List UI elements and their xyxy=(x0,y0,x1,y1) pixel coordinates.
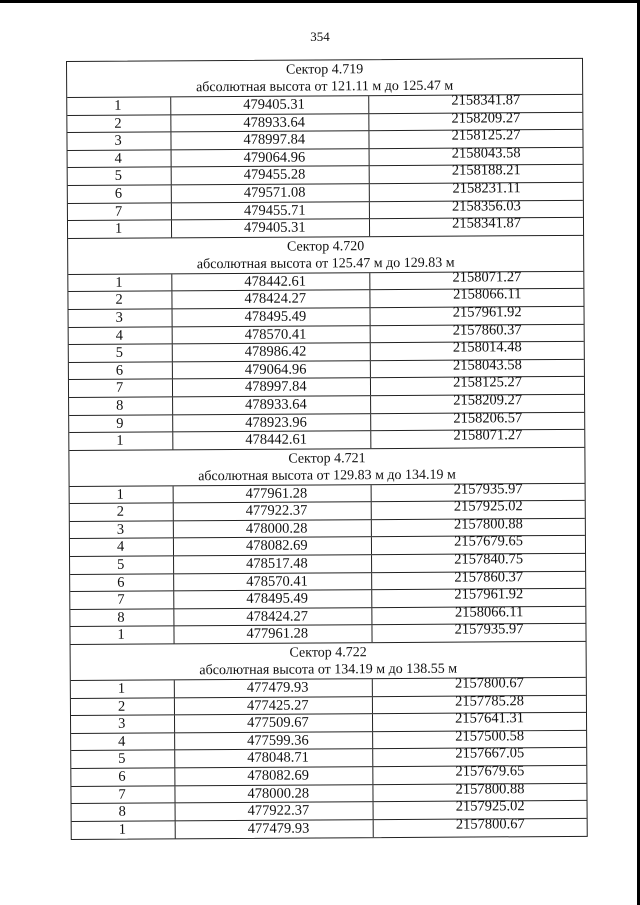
point-number-cell: 8 xyxy=(69,397,173,414)
point-number-cell: 8 xyxy=(72,804,176,821)
y-coordinate-cell: 2158206.57 xyxy=(453,409,523,427)
y-coordinate-cell: 2157679.65 xyxy=(454,533,523,551)
sector-block xyxy=(71,642,587,839)
y-coordinate-cell: 2157935.97 xyxy=(453,480,523,498)
sector-title: Сектор 4.720 xyxy=(286,238,365,255)
point-number-cell: 1 xyxy=(70,486,174,503)
y-coordinate-cell: 2158209.27 xyxy=(451,109,521,127)
point-number-cell: 2 xyxy=(68,292,172,309)
x-coordinate-cell: 479064.96 xyxy=(173,361,371,379)
y-coordinate-cell: 2158043.58 xyxy=(451,145,521,162)
x-coordinate-cell: 478933.64 xyxy=(171,114,369,132)
point-number-cell: 7 xyxy=(71,786,175,803)
point-number-cell: 5 xyxy=(69,344,173,361)
x-coordinate-cell: 478442.61 xyxy=(173,431,371,449)
sector-block xyxy=(67,59,583,239)
x-coordinate-cell: 479405.31 xyxy=(172,219,370,237)
point-number-cell: 5 xyxy=(68,168,172,185)
x-coordinate-cell: 479455.28 xyxy=(172,167,370,185)
x-coordinate-cell: 479455.71 xyxy=(172,202,370,220)
point-number-cell: 2 xyxy=(67,115,171,132)
y-coordinate-cell: 2158341.87 xyxy=(452,215,522,232)
point-number-cell: 3 xyxy=(70,521,174,538)
point-number-cell: 3 xyxy=(67,133,171,150)
y-coordinate-cell: 2158071.27 xyxy=(453,427,523,444)
sector-height-range: абсолютная высота от 125.47 м до 129.83 м xyxy=(196,255,455,272)
point-number-cell: 1 xyxy=(67,97,171,114)
x-coordinate-cell: 478442.61 xyxy=(172,273,370,291)
point-number-cell: 8 xyxy=(70,609,174,626)
y-coordinate-cell: 2158188.21 xyxy=(451,162,521,180)
y-coordinate-cell: 2158071.27 xyxy=(452,268,522,286)
sector-height-range: абсолютная высота от 134.19 м до 138.55 м xyxy=(199,661,458,679)
point-number-cell: 4 xyxy=(68,150,172,167)
x-coordinate-cell: 479405.31 xyxy=(171,96,369,114)
y-coordinate-cell: 2158209.27 xyxy=(453,392,523,409)
x-coordinate-cell: 478000.28 xyxy=(175,785,373,803)
y-coordinate-cell: 2157785.28 xyxy=(454,692,524,710)
point-number-cell: 1 xyxy=(72,821,176,839)
x-coordinate-cell: 478570.41 xyxy=(174,573,372,591)
sector-block xyxy=(69,448,585,645)
x-coordinate-cell: 478997.84 xyxy=(173,378,371,396)
y-coordinate-cell: 2157800.67 xyxy=(454,675,524,692)
x-coordinate-cell: 477961.28 xyxy=(174,485,372,503)
y-coordinate-cell: 2158066.11 xyxy=(454,604,524,621)
x-coordinate-cell: 478424.27 xyxy=(172,290,370,308)
point-number-cell: 1 xyxy=(69,432,173,449)
point-number-cell: 3 xyxy=(69,309,173,326)
x-coordinate-cell: 478082.69 xyxy=(174,538,372,556)
point-number-cell: 4 xyxy=(70,539,174,556)
point-number-cell: 1 xyxy=(68,221,172,238)
y-coordinate-cell: 2157679.65 xyxy=(455,763,525,780)
point-number-cell: 1 xyxy=(71,680,175,697)
x-coordinate-cell: 478933.64 xyxy=(173,396,371,414)
x-coordinate-cell: 478000.28 xyxy=(174,520,372,538)
x-coordinate-cell: 478424.27 xyxy=(174,608,372,626)
y-coordinate-cell: 2157860.37 xyxy=(454,568,524,586)
sector-title: Сектор 4.719 xyxy=(285,62,364,78)
sector-block xyxy=(68,236,584,451)
y-coordinate-cell: 2158125.27 xyxy=(453,374,523,391)
y-coordinate-cell: 2157961.92 xyxy=(454,586,524,603)
y-coordinate-cell: 2158014.48 xyxy=(452,339,522,356)
y-coordinate-cell: 2158066.11 xyxy=(453,286,522,303)
y-coordinate-cell: 2158341.87 xyxy=(451,92,521,109)
y-coordinate-cell: 2157800.88 xyxy=(453,516,523,533)
y-coordinate-cell: 2157800.67 xyxy=(455,815,525,833)
y-coordinate-cell: 2157800.88 xyxy=(455,780,525,798)
x-coordinate-cell: 478495.49 xyxy=(174,590,372,608)
table-row xyxy=(72,815,587,840)
y-coordinate-cell: 2158356.03 xyxy=(451,197,521,215)
point-number-cell: 7 xyxy=(70,592,174,609)
y-coordinate-cell: 2158043.58 xyxy=(452,356,522,374)
x-coordinate-cell: 478923.96 xyxy=(173,414,371,432)
x-coordinate-cell: 479064.96 xyxy=(172,149,370,167)
x-coordinate-cell: 477509.67 xyxy=(175,714,373,732)
sector-title: Сектор 4.722 xyxy=(289,645,367,661)
point-number-cell: 7 xyxy=(68,203,172,220)
coordinates-table xyxy=(66,58,588,841)
point-number-cell: 3 xyxy=(71,716,175,733)
x-coordinate-cell: 478986.42 xyxy=(173,343,371,361)
sector-height-range: абсолютная высота от 129.83 м до 134.19 м xyxy=(198,467,456,484)
point-number-cell: 5 xyxy=(70,556,174,573)
y-coordinate-cell: 2157925.02 xyxy=(455,798,525,815)
point-number-cell: 6 xyxy=(68,185,172,202)
y-coordinate-cell: 2157840.75 xyxy=(454,551,524,568)
y-coordinate-cell: 2157860.37 xyxy=(452,321,522,339)
x-coordinate-cell: 477599.36 xyxy=(175,732,373,750)
y-coordinate-cell: 2157935.97 xyxy=(454,621,524,639)
point-number-cell: 1 xyxy=(68,274,172,291)
point-number-cell: 2 xyxy=(70,504,174,521)
x-coordinate-cell: 477922.37 xyxy=(176,802,374,820)
x-coordinate-cell: 479571.08 xyxy=(172,184,370,202)
x-coordinate-cell: 478082.69 xyxy=(175,767,373,785)
x-coordinate-cell: 477425.27 xyxy=(175,697,373,715)
x-coordinate-cell: 477922.37 xyxy=(174,502,372,520)
x-coordinate-cell: 477479.93 xyxy=(176,820,374,839)
y-coordinate-cell: 2157961.92 xyxy=(452,304,522,321)
sector-title: Сектор 4.721 xyxy=(288,450,366,467)
point-number-cell: 6 xyxy=(71,768,175,785)
x-coordinate-cell: 478570.41 xyxy=(173,326,371,344)
sector-height-range: абсолютная высота от 121.11 м до 125.47 м xyxy=(196,78,454,96)
point-number-cell: 5 xyxy=(71,751,175,768)
y-coordinate-cell: 2157500.58 xyxy=(455,728,525,745)
point-number-cell: 7 xyxy=(69,380,173,397)
point-number-cell: 6 xyxy=(69,362,173,379)
y-coordinate-cell: 2157641.31 xyxy=(455,710,525,727)
y-coordinate-cell: 2157925.02 xyxy=(453,498,523,515)
scan-border-top xyxy=(0,0,640,3)
page-number: 354 xyxy=(310,29,330,44)
point-number-cell: 2 xyxy=(71,698,175,715)
point-number-cell: 4 xyxy=(71,733,175,750)
x-coordinate-cell: 477961.28 xyxy=(174,626,372,644)
y-coordinate-cell: 2157667.05 xyxy=(455,745,525,763)
point-number-cell: 9 xyxy=(69,415,173,432)
y-coordinate-cell: 2158231.11 xyxy=(452,180,521,197)
x-coordinate-cell: 478997.84 xyxy=(171,131,369,149)
x-coordinate-cell: 478495.49 xyxy=(173,308,371,326)
x-coordinate-cell: 478048.71 xyxy=(175,750,373,768)
point-number-cell: 4 xyxy=(69,327,173,344)
point-number-cell: 6 xyxy=(70,574,174,591)
point-number-cell: 1 xyxy=(70,627,174,644)
x-coordinate-cell: 478517.48 xyxy=(174,555,372,573)
y-coordinate-cell: 2158125.27 xyxy=(451,127,521,144)
x-coordinate-cell: 477479.93 xyxy=(175,679,373,697)
